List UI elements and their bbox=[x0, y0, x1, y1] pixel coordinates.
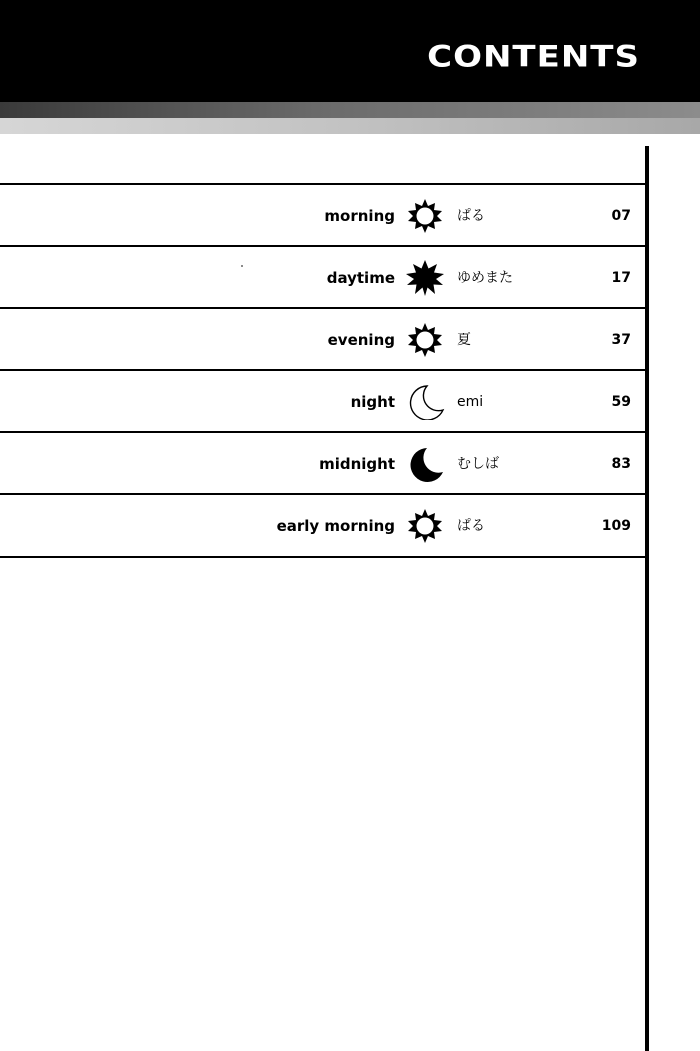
header-band-light bbox=[0, 118, 700, 134]
margin-rule bbox=[645, 146, 649, 1051]
sun-filled-icon bbox=[405, 260, 445, 296]
page-title: CONTENTS bbox=[427, 40, 640, 74]
entry-author: ゆめまた bbox=[457, 270, 513, 286]
entry-title: morning bbox=[324, 207, 395, 225]
entry-title: midnight bbox=[319, 455, 395, 473]
entry-title: daytime bbox=[326, 269, 395, 287]
sun-outline-icon bbox=[405, 508, 445, 544]
sun-outline-icon bbox=[405, 198, 445, 234]
entry-page-number: 07 bbox=[611, 208, 631, 224]
entry-title: evening bbox=[327, 331, 395, 349]
entry-author: emi bbox=[457, 394, 484, 410]
entry-title: early morning bbox=[276, 517, 395, 535]
contents-entry-evening bbox=[0, 309, 645, 371]
entry-author: ぱる bbox=[457, 518, 485, 534]
crescent-outline-icon bbox=[405, 384, 445, 420]
sun-outline-icon bbox=[405, 322, 445, 358]
entry-page-number: 59 bbox=[611, 394, 631, 410]
entry-page-number: 83 bbox=[611, 456, 631, 472]
contents-entry-morning bbox=[0, 185, 645, 247]
contents-entry-night bbox=[0, 371, 645, 433]
crescent-filled-icon bbox=[405, 446, 445, 482]
header-band-dark bbox=[0, 102, 700, 118]
entry-page-number: 37 bbox=[611, 332, 631, 348]
contents-entry-early-morning bbox=[0, 495, 645, 557]
entry-page-number: 17 bbox=[611, 270, 631, 286]
entry-author: 夏 bbox=[457, 332, 471, 348]
contents-entry-midnight bbox=[0, 433, 645, 495]
entry-title: night bbox=[350, 393, 395, 411]
entry-author: ぱる bbox=[457, 208, 485, 224]
header-bar bbox=[0, 0, 700, 102]
entry-author: むしば bbox=[457, 456, 499, 472]
entry-page-number: 109 bbox=[601, 518, 631, 534]
contents-entry-daytime bbox=[0, 247, 645, 309]
